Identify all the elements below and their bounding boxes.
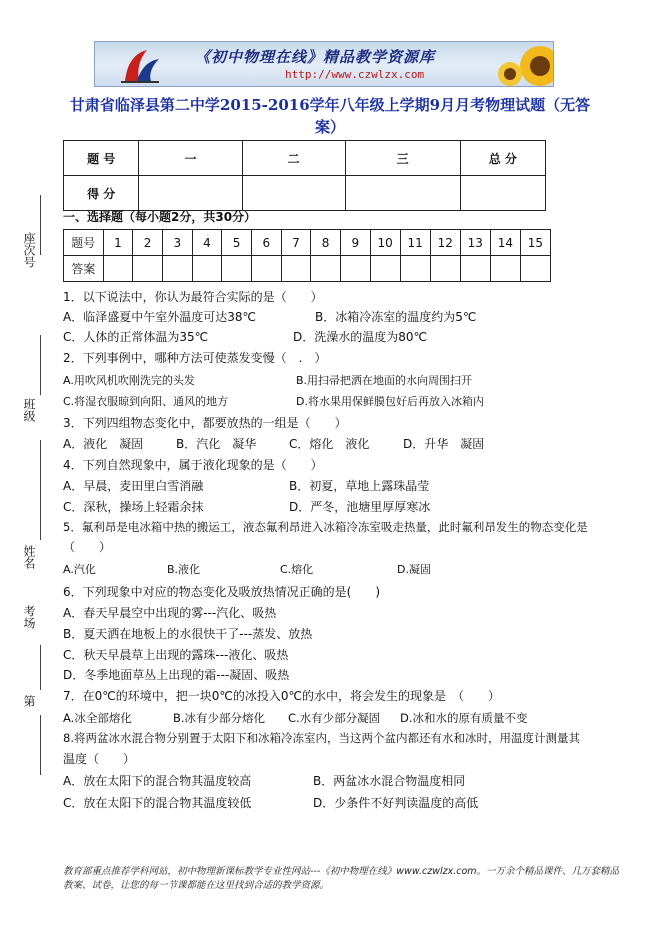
score-cell[interactable]	[460, 176, 545, 211]
option-7c: C.水有少部分凝固	[288, 711, 381, 725]
answer-row-label: 题号	[64, 230, 104, 256]
option-4b: B．初夏，草地上露珠晶莹	[289, 479, 430, 493]
answer-number-cell: 4	[192, 230, 222, 256]
name-label: 姓名	[22, 545, 36, 569]
question-5-blank: （ ）	[63, 540, 112, 554]
answer-cell[interactable]	[133, 256, 163, 282]
answer-number-cell: 5	[222, 230, 252, 256]
option-3d: D．升华 凝固	[403, 437, 485, 451]
answer-cell[interactable]	[340, 256, 370, 282]
answer-number-cell: 1	[103, 230, 133, 256]
answer-cell[interactable]	[162, 256, 192, 282]
score-header: 二	[242, 141, 345, 176]
option-5d: D.凝固	[397, 563, 431, 576]
answer-table	[63, 229, 551, 282]
score-header: 一	[139, 141, 242, 176]
class-label: 班级	[22, 398, 36, 422]
question-8-cont: 温度（ ）	[63, 752, 136, 766]
binding-line	[40, 715, 41, 775]
option-2d: D.将水果用保鲜膜包好后再放入冰箱内	[296, 395, 484, 408]
answer-number-cell: 7	[281, 230, 311, 256]
answer-cell[interactable]	[490, 256, 520, 282]
site-logo-icon	[117, 47, 163, 85]
answer-cell[interactable]	[222, 256, 252, 282]
answer-number-cell: 11	[400, 230, 430, 256]
binding-line	[40, 335, 41, 395]
answer-number-cell: 13	[460, 230, 490, 256]
option-5b: B.液化	[167, 563, 201, 576]
question-5: 5．氟利昂是电冰箱中热的搬运工，液态氟利昂进入冰箱冷冻室吸走热量，此时氟利昂发生的物态变化是	[63, 520, 588, 534]
header-banner	[94, 41, 554, 87]
banner-title: 《初中物理在线》精品教学资源库	[195, 48, 436, 66]
binding-line	[40, 645, 41, 690]
seat-label: 座次号	[22, 232, 36, 268]
score-header: 总 分	[460, 141, 545, 176]
answer-cell[interactable]	[103, 256, 133, 282]
question-1: 1．以下说法中，你认为最符合实际的是（ ）	[63, 290, 323, 304]
option-1a: A．临泽盛夏中午室外温度可达38℃	[63, 310, 256, 324]
section-heading: 一、选择题（每小题2分，共30分）	[63, 210, 257, 224]
banner-url: http://www.czwlzx.com	[285, 68, 425, 81]
binding-line	[40, 440, 41, 540]
score-header: 题 号	[64, 141, 139, 176]
room-label: 考场	[22, 605, 36, 629]
binding-line	[40, 195, 41, 255]
option-8b: B．两盆冰水混合物温度相同	[313, 774, 466, 788]
answer-number-cell: 2	[133, 230, 163, 256]
option-2a: A.用吹风机吹刚洗完的头发	[63, 374, 195, 387]
option-8a: A．放在太阳下的混合物其温度较高	[63, 774, 252, 788]
answer-row-label: 答案	[64, 256, 104, 282]
option-7b: B.冰有少部分熔化	[173, 711, 266, 725]
question-8: 8.将两盆冰水混合物分别置于太阳下和冰箱冷冻室内，当这两个盆内都还有水和冰时，用温度计测量其	[63, 731, 580, 745]
option-4a: A．早晨，麦田里白雪消融	[63, 479, 204, 493]
page-title: 甘肃省临泽县第二中学2015-2016学年八年级上学期9月月考物理试题（无答案）	[69, 96, 591, 136]
answer-number-cell: 6	[251, 230, 281, 256]
option-6d: D．冬季地面草丛上出现的霜---凝固、吸热	[63, 668, 290, 682]
answer-number-cell: 3	[162, 230, 192, 256]
option-4c: C．深秋，操场上轻霜余抹	[63, 500, 204, 514]
question-3: 3．下列四组物态变化中，都要放热的一组是（ ）	[63, 416, 347, 430]
option-6b: B．夏天洒在地板上的水很快干了---蒸发、放热	[63, 627, 313, 641]
option-2b: B.用扫帚把洒在地面的水向周围扫开	[296, 374, 473, 387]
answer-cell[interactable]	[520, 256, 550, 282]
answer-number-cell: 12	[430, 230, 460, 256]
score-table	[63, 140, 546, 211]
answer-number-cell: 8	[311, 230, 341, 256]
answer-cell[interactable]	[460, 256, 490, 282]
score-cell[interactable]	[139, 176, 242, 211]
option-1c: C．人体的正常体温为35℃	[63, 330, 209, 344]
answer-cell[interactable]	[192, 256, 222, 282]
question-7: 7．在0℃的环境中，把一块0℃的冰投入0℃的水中，将会发生的现象是 （ ）	[63, 689, 500, 703]
answer-cell[interactable]	[430, 256, 460, 282]
sunflower-icon	[490, 44, 554, 87]
answer-cell[interactable]	[251, 256, 281, 282]
option-7d: D.冰和水的原有质量不变	[400, 711, 528, 725]
score-cell[interactable]	[345, 176, 460, 211]
answer-cell[interactable]	[400, 256, 430, 282]
answer-cell[interactable]	[311, 256, 341, 282]
page-footer: 教育部重点推荐学科网站，初中物理新课标教学专业性网站---《初中物理在线》www.czwlzx.com。一万余个精品课件、几万套精品教案、试卷，让您的每一节课都能在这里找到合适的教学资源。	[63, 866, 620, 891]
answer-number-cell: 15	[520, 230, 550, 256]
answer-cell[interactable]	[281, 256, 311, 282]
score-header: 三	[345, 141, 460, 176]
option-6a: A．春天早晨空中出现的雾---汽化、吸热	[63, 606, 277, 620]
option-3c: C．熔化 液化	[289, 437, 370, 451]
question-6: 6．下列现象中对应的物态变化及吸放热情况正确的是( )	[63, 585, 381, 599]
answer-number-cell: 9	[340, 230, 370, 256]
score-cell[interactable]	[242, 176, 345, 211]
option-3a: A．液化 凝固	[63, 437, 144, 451]
option-5a: A.汽化	[63, 563, 96, 576]
option-1b: B．冰箱冷冻室的温度约为5℃	[315, 310, 477, 324]
option-8c: C．放在太阳下的混合物其温度较低	[63, 796, 252, 810]
option-2c: C.将湿衣服晾到向阳、通风的地方	[63, 395, 229, 408]
answer-cell[interactable]	[370, 256, 400, 282]
option-8d: D．少条件不好判读温度的高低	[313, 796, 479, 810]
answer-number-cell: 10	[370, 230, 400, 256]
answer-number-cell: 14	[490, 230, 520, 256]
score-row-label: 得 分	[64, 176, 139, 211]
option-3b: B．汽化 凝华	[176, 437, 257, 451]
option-4d: D．严冬，池塘里厚厚寒冰	[289, 500, 431, 514]
option-5c: C.熔化	[280, 563, 314, 576]
question-2: 2．下列事例中，哪种方法可使蒸发变慢（ . ）	[63, 351, 327, 365]
option-1d: D．洗澡水的温度为80℃	[293, 330, 427, 344]
number-label: 第	[22, 695, 36, 707]
question-4: 4．下列自然现象中，属于液化现象的是（ ）	[63, 458, 323, 472]
option-7a: A.冰全部熔化	[63, 711, 132, 725]
option-6c: C．秋天早晨草上出现的露珠---液化、吸热	[63, 648, 289, 662]
